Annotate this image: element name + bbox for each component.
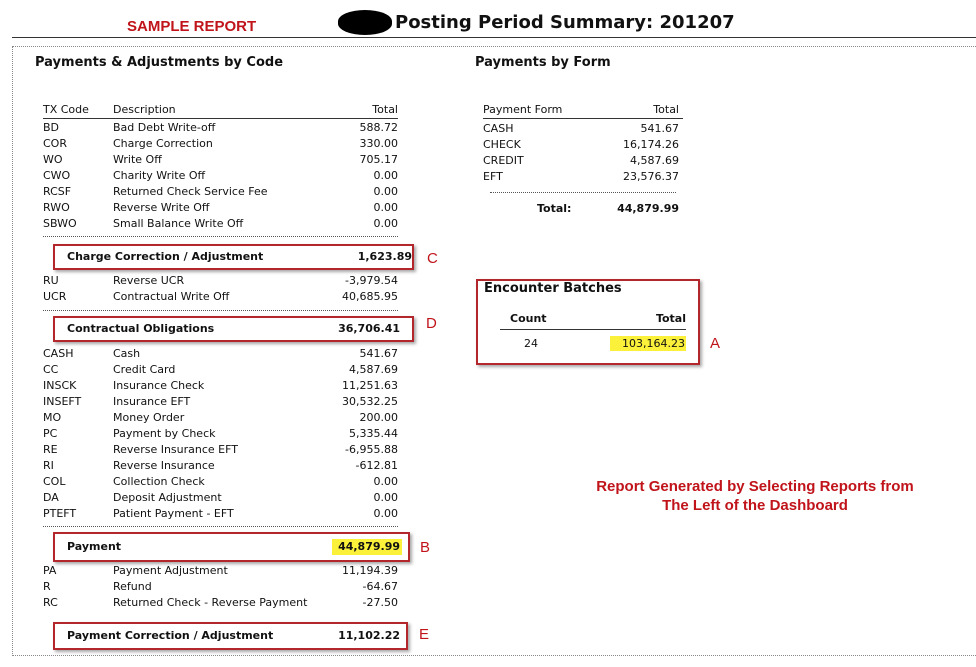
tx-code: PTEFT bbox=[43, 507, 77, 520]
code-row bbox=[0, 136, 398, 151]
tx-description: Write Off bbox=[113, 153, 162, 166]
tx-description: Bad Debt Write-off bbox=[113, 121, 216, 134]
tx-code: RCSF bbox=[43, 185, 72, 198]
code-row bbox=[0, 490, 398, 505]
tx-code: RU bbox=[43, 274, 59, 287]
report-frame-top bbox=[12, 46, 976, 47]
payment-form-total: 541.67 bbox=[640, 122, 679, 135]
header-rule bbox=[43, 118, 398, 119]
col-header-encounter-total: Total bbox=[655, 312, 686, 325]
tx-code: DA bbox=[43, 491, 59, 504]
tx-description: Credit Card bbox=[113, 363, 176, 376]
encounter-batches-box bbox=[476, 279, 700, 365]
subtotal-value-highlighted: 44,879.99 bbox=[332, 539, 402, 555]
col-header-description: Description bbox=[113, 103, 176, 116]
code-row bbox=[0, 289, 398, 304]
payment-form: CHECK bbox=[483, 138, 521, 151]
col-header-payment-form: Payment Form bbox=[483, 103, 563, 116]
tx-description: Returned Check Service Fee bbox=[113, 185, 268, 198]
tx-description: Deposit Adjustment bbox=[113, 491, 222, 504]
marker-a: A bbox=[710, 335, 721, 352]
tx-code: INSEFT bbox=[43, 395, 82, 408]
tx-total: 0.00 bbox=[373, 475, 398, 488]
tx-description: Reverse UCR bbox=[113, 274, 185, 287]
code-row bbox=[0, 120, 398, 135]
subtotal-value: 1,623.89 bbox=[357, 250, 412, 263]
tx-total: 30,532.25 bbox=[342, 395, 398, 408]
code-row bbox=[0, 426, 398, 441]
tx-description: Insurance EFT bbox=[113, 395, 191, 408]
subtotal-value: 36,706.41 bbox=[338, 322, 400, 335]
tx-description: Insurance Check bbox=[113, 379, 205, 392]
code-row bbox=[0, 362, 398, 377]
payment-form: CASH bbox=[483, 122, 514, 135]
tx-code: PA bbox=[43, 564, 57, 577]
payment-form-total: 4,587.69 bbox=[630, 154, 679, 167]
tx-code: CASH bbox=[43, 347, 74, 360]
tx-total: 0.00 bbox=[373, 201, 398, 214]
subtotal-box-contractual bbox=[53, 316, 414, 342]
form-total-label: Total: bbox=[537, 202, 572, 215]
tx-description: Reverse Insurance bbox=[113, 459, 215, 472]
tx-code: COR bbox=[43, 137, 67, 150]
tx-description: Returned Check - Reverse Payment bbox=[113, 596, 308, 609]
tx-code: BD bbox=[43, 121, 60, 134]
tx-total: 0.00 bbox=[373, 491, 398, 504]
payment-form-row bbox=[483, 121, 679, 136]
tx-total: -64.67 bbox=[362, 580, 398, 593]
group-rule bbox=[43, 310, 398, 311]
tx-code: RWO bbox=[43, 201, 70, 214]
code-row bbox=[0, 410, 398, 425]
subtotal-label: Charge Correction / Adjustment bbox=[67, 250, 264, 263]
report-title: Posting Period Summary: 201207 bbox=[395, 12, 735, 33]
tx-description: Reverse Write Off bbox=[113, 201, 210, 214]
code-row bbox=[0, 273, 398, 288]
tx-total: 330.00 bbox=[359, 137, 398, 150]
tx-code: MO bbox=[43, 411, 62, 424]
tx-description: Payment Adjustment bbox=[113, 564, 228, 577]
code-row bbox=[0, 563, 398, 578]
tx-description: Collection Check bbox=[113, 475, 205, 488]
sample-report-label: SAMPLE REPORT bbox=[127, 18, 257, 35]
tx-code: SBWO bbox=[43, 217, 77, 230]
col-header-txcode: TX Code bbox=[43, 103, 89, 116]
tx-total: 0.00 bbox=[373, 507, 398, 520]
group-rule bbox=[43, 526, 398, 527]
col-header-count: Count bbox=[510, 312, 547, 325]
code-row bbox=[0, 152, 398, 167]
marker-c: C bbox=[427, 250, 438, 267]
code-row bbox=[0, 595, 398, 610]
payments-by-form-title: Payments by Form bbox=[475, 55, 611, 70]
code-row bbox=[0, 442, 398, 457]
tx-total: 4,587.69 bbox=[349, 363, 398, 376]
tx-description: Money Order bbox=[113, 411, 185, 424]
tx-total: 200.00 bbox=[359, 411, 398, 424]
col-header-total: Total bbox=[372, 103, 398, 116]
tx-description: Charity Write Off bbox=[113, 169, 206, 182]
marker-d: D bbox=[426, 315, 437, 332]
code-row bbox=[0, 200, 398, 215]
code-row bbox=[0, 378, 398, 393]
note-line-2: The Left of the Dashboard bbox=[662, 497, 848, 514]
tx-description: Cash bbox=[113, 347, 141, 360]
tx-code: INSCK bbox=[43, 379, 77, 392]
redaction-mark bbox=[338, 10, 392, 35]
col-header-total: Total bbox=[653, 103, 679, 116]
code-row bbox=[0, 458, 398, 473]
code-row bbox=[0, 579, 398, 594]
tx-code: PC bbox=[43, 427, 58, 440]
tx-code: RC bbox=[43, 596, 58, 609]
subtotal-label: Payment Correction / Adjustment bbox=[67, 629, 274, 642]
payment-form-row bbox=[483, 137, 679, 152]
tx-description: Patient Payment - EFT bbox=[113, 507, 234, 520]
code-row bbox=[0, 184, 398, 199]
header-rule bbox=[483, 118, 683, 119]
payment-form-total: 23,576.37 bbox=[623, 170, 679, 183]
subtotal-label: Contractual Obligations bbox=[67, 322, 215, 335]
code-table-header bbox=[0, 102, 398, 117]
subtotal-box-payment bbox=[53, 532, 410, 562]
tx-description: Refund bbox=[113, 580, 152, 593]
tx-total: -6,955.88 bbox=[345, 443, 398, 456]
title-divider bbox=[12, 37, 976, 38]
subtotal-box-payment-correction bbox=[53, 622, 408, 650]
tx-total: -612.81 bbox=[355, 459, 398, 472]
marker-b: B bbox=[420, 539, 431, 556]
payments-by-code-title: Payments & Adjustments by Code bbox=[35, 55, 284, 70]
group-rule bbox=[43, 236, 398, 237]
report-frame-bottom bbox=[12, 655, 976, 656]
tx-code: COL bbox=[43, 475, 66, 488]
tx-description: Small Balance Write Off bbox=[113, 217, 244, 230]
subtotal-label: Payment bbox=[67, 540, 122, 553]
tx-description: Reverse Insurance EFT bbox=[113, 443, 238, 456]
tx-total: 0.00 bbox=[373, 169, 398, 182]
payment-form-total: 16,174.26 bbox=[623, 138, 679, 151]
code-row bbox=[0, 474, 398, 489]
note-line-1: Report Generated by Selecting Reports from bbox=[596, 478, 914, 495]
code-row bbox=[0, 216, 398, 231]
marker-e: E bbox=[419, 626, 430, 643]
tx-code: CWO bbox=[43, 169, 71, 182]
tx-total: 40,685.95 bbox=[342, 290, 398, 303]
tx-code: R bbox=[43, 580, 51, 593]
report-note bbox=[560, 477, 950, 515]
tx-total: 5,335.44 bbox=[349, 427, 398, 440]
subtotal-value: 11,102.22 bbox=[338, 629, 400, 642]
tx-total: -27.50 bbox=[362, 596, 398, 609]
tx-total: 0.00 bbox=[373, 217, 398, 230]
form-total-rule bbox=[490, 192, 676, 193]
code-row bbox=[0, 168, 398, 183]
tx-code: RI bbox=[43, 459, 54, 472]
tx-total: 11,251.63 bbox=[342, 379, 398, 392]
encounter-total-highlighted: 103,164.23 bbox=[610, 336, 686, 351]
subtotal-box-charge-correction bbox=[53, 244, 414, 270]
encounter-count: 24 bbox=[524, 337, 538, 350]
tx-total: 705.17 bbox=[359, 153, 398, 166]
encounter-batches-title: Encounter Batches bbox=[484, 281, 622, 296]
tx-total: -3,979.54 bbox=[345, 274, 398, 287]
payment-form: EFT bbox=[483, 170, 503, 183]
tx-description: Charge Correction bbox=[113, 137, 213, 150]
tx-total: 541.67 bbox=[359, 347, 398, 360]
form-table-header bbox=[483, 102, 679, 117]
payment-form: CREDIT bbox=[483, 154, 524, 167]
payment-form-row bbox=[483, 153, 679, 168]
form-total-value: 44,879.99 bbox=[617, 202, 679, 215]
payment-form-row bbox=[483, 169, 679, 184]
tx-code: CC bbox=[43, 363, 59, 376]
tx-total: 11,194.39 bbox=[342, 564, 398, 577]
tx-description: Payment by Check bbox=[113, 427, 216, 440]
tx-description: Contractual Write Off bbox=[113, 290, 230, 303]
encounter-header-rule bbox=[500, 329, 686, 330]
code-row bbox=[0, 394, 398, 409]
tx-code: WO bbox=[43, 153, 63, 166]
tx-total: 588.72 bbox=[359, 121, 398, 134]
code-row bbox=[0, 506, 398, 521]
tx-code: UCR bbox=[43, 290, 67, 303]
code-row bbox=[0, 346, 398, 361]
tx-code: RE bbox=[43, 443, 58, 456]
tx-total: 0.00 bbox=[373, 185, 398, 198]
